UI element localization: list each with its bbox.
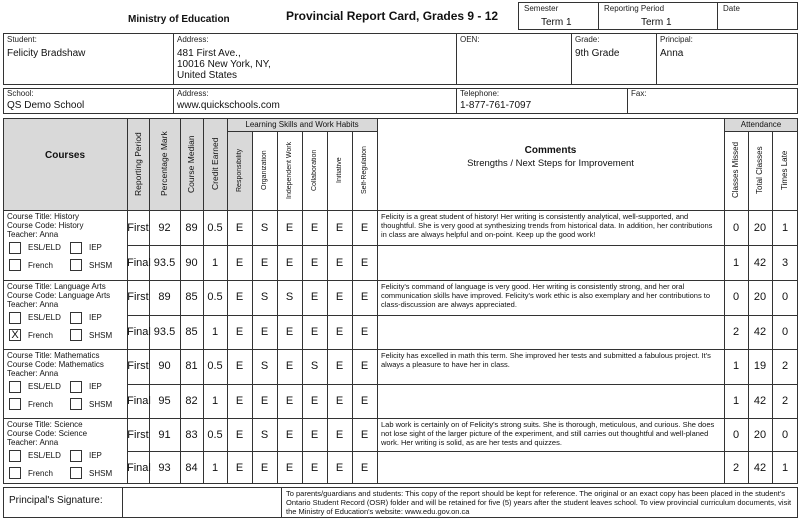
skill-cell: E (335, 461, 344, 474)
credit-cell: 0.5 (207, 428, 223, 441)
period-cell: First (127, 360, 149, 373)
median-cell: 82 (185, 394, 198, 407)
comment-text: Felicity's command of language is very good. Her writing is consistently strong, and her oral communication skills have improved. Felicity's work ethic is also exemplary and her contributions to class-discussion are always appreciated. (381, 282, 711, 309)
french-checkbox[interactable] (9, 398, 21, 410)
skill-cell: E (335, 360, 344, 373)
times-late-cell: 2 (781, 360, 789, 373)
skill-cell: E (335, 291, 344, 304)
median-cell: 84 (185, 461, 198, 474)
period-cell: Final (127, 394, 151, 407)
mark-cell: 93.5 (153, 325, 176, 338)
course-teacher: Teacher: Anna (7, 438, 59, 447)
skill-header-0: Responsibility (236, 148, 243, 192)
iep-label: IEP (89, 243, 102, 252)
total-classes-cell: 19 (753, 360, 767, 373)
skill-cell: E (285, 428, 294, 441)
course-code: Course Code: Language Arts (7, 291, 111, 300)
reporting-period-box (598, 2, 718, 30)
skill-cell: E (235, 394, 244, 407)
ministry-title: Ministry of Education (128, 14, 230, 25)
iep-label: IEP (89, 451, 102, 460)
esl-label: ESL/ELD (28, 382, 61, 391)
reporting-period-value: Term 1 (641, 17, 672, 28)
credit-earned-header: Credit Earned (210, 137, 220, 191)
esl-checkbox[interactable] (9, 381, 21, 393)
mark-cell: 91 (158, 428, 171, 441)
percentage-mark-header: Percentage Mark (159, 131, 169, 197)
mark-cell: 93 (158, 461, 171, 474)
iep-label: IEP (89, 382, 102, 391)
skill-cell: E (360, 360, 369, 373)
esl-label: ESL/ELD (28, 313, 61, 322)
shsm-label: SHSM (89, 400, 113, 409)
date-label: Date (723, 4, 740, 13)
credit-cell: 0.5 (207, 291, 223, 304)
credit-cell: 1 (211, 256, 219, 269)
shsm-label: SHSM (89, 261, 113, 270)
skill-cell: E (285, 461, 294, 474)
median-cell: 85 (185, 325, 198, 338)
shsm-checkbox[interactable] (70, 467, 82, 479)
skill-cell: E (335, 256, 344, 269)
skill-cell: E (260, 256, 269, 269)
semester-box (518, 2, 599, 30)
course-title: Course Title: Mathematics (7, 351, 100, 360)
reporting-period-label: Reporting Period (604, 4, 665, 13)
period-cell: First (127, 428, 149, 441)
esl-checkbox[interactable] (9, 242, 21, 254)
times-late-cell: 1 (781, 221, 789, 234)
student-address-label: Address: (177, 35, 209, 44)
times-late-cell: 3 (781, 256, 789, 269)
median-cell: 90 (185, 256, 198, 269)
skill-cell: E (360, 291, 369, 304)
classes-missed-cell: 0 (732, 291, 740, 304)
student-address-line1: 481 First Ave., (177, 48, 241, 59)
course-teacher: Teacher: Anna (7, 369, 59, 378)
skill-cell: E (235, 256, 244, 269)
french-checkbox[interactable] (9, 259, 21, 271)
course-teacher: Teacher: Anna (7, 230, 59, 239)
times-late-cell: 0 (781, 291, 789, 304)
period-cell: Final (127, 256, 151, 269)
esl-checkbox[interactable] (9, 312, 21, 324)
total-classes-cell: 42 (753, 325, 767, 338)
iep-checkbox[interactable] (70, 242, 82, 254)
french-label: French (28, 261, 53, 270)
attendance-col-1: Total Classes (755, 146, 764, 194)
times-late-cell: 2 (781, 394, 789, 407)
skill-cell: E (310, 394, 319, 407)
mark-cell: 92 (158, 221, 171, 234)
course-median-header: Course Median (186, 135, 196, 193)
principal-value: Anna (660, 48, 684, 59)
credit-cell: 0.5 (207, 360, 223, 373)
course-code: Course Code: History (7, 221, 84, 230)
mark-cell: 95 (158, 394, 171, 407)
school-name: QS Demo School (7, 100, 85, 111)
shsm-checkbox[interactable] (70, 259, 82, 271)
classes-missed-cell: 2 (732, 461, 740, 474)
skill-cell: E (235, 221, 244, 234)
times-late-cell: 0 (781, 428, 789, 441)
skill-cell: E (335, 394, 344, 407)
mark-cell: 90 (158, 360, 171, 373)
course-title: Course Title: Language Arts (7, 282, 106, 291)
shsm-checkbox[interactable] (70, 398, 82, 410)
skill-cell: E (260, 461, 269, 474)
credit-cell: 1 (211, 461, 219, 474)
iep-checkbox[interactable] (70, 312, 82, 324)
courses-header: Courses (44, 150, 85, 161)
course-teacher: Teacher: Anna (7, 300, 59, 309)
semester-value: Term 1 (541, 17, 572, 28)
attendance-col-0: Classes Missed (731, 142, 740, 199)
skill-cell: E (235, 291, 244, 304)
classes-missed-cell: 1 (732, 360, 740, 373)
footer-notice: To parents/guardians and students: This copy of the report should be kept for reference. The original or an exact copy has been placed in the student's Ontario Student Record (OSR) folder and will be retained for five (5) years after the student leaves school. To view provincial curriculum documents, visit the Ministry of Education's website: www.edu.gov.on.ca (286, 489, 792, 516)
student-name: Felicity Bradshaw (7, 48, 86, 59)
course-code: Course Code: Science (7, 429, 88, 438)
french-label: French (28, 331, 53, 340)
classes-missed-cell: 0 (732, 221, 740, 234)
total-classes-cell: 20 (753, 428, 767, 441)
skill-cell: E (360, 428, 369, 441)
iep-checkbox[interactable] (70, 450, 82, 462)
median-cell: 81 (185, 360, 198, 373)
student-address-line2: 10016 New York, NY, (177, 59, 271, 70)
skill-cell: S (260, 291, 269, 304)
skill-cell: E (335, 221, 344, 234)
attendance-col-2: Times Late (780, 150, 789, 190)
classes-missed-cell: 1 (732, 394, 740, 407)
skill-header-5: Self-Regulation (361, 146, 368, 194)
signature-label: Principal's Signature: (9, 495, 103, 506)
mark-cell: 89 (158, 291, 171, 304)
telephone-label: Telephone: (460, 89, 500, 98)
esl-label: ESL/ELD (28, 451, 61, 460)
oen-label: OEN: (460, 35, 480, 44)
course-code: Course Code: Mathematics (7, 360, 104, 369)
skill-header-4: Initiative (336, 157, 343, 183)
learning-skills-header: Learning Skills and Work Habits (245, 120, 359, 129)
skill-cell: E (335, 325, 344, 338)
report-title: Provincial Report Card, Grades 9 - 12 (286, 9, 499, 23)
skill-cell: E (360, 394, 369, 407)
credit-cell: 0.5 (207, 221, 223, 234)
comment-text: Felicity has excelled in math this term. She improved her tests and submitted a fabulous project. It's always a pleasure to have her in class. (381, 351, 711, 369)
skill-cell: E (285, 221, 294, 234)
times-late-cell: 1 (781, 461, 789, 474)
esl-checkbox[interactable] (9, 450, 21, 462)
skill-cell: E (360, 221, 369, 234)
grade-label: Grade: (575, 35, 600, 44)
skill-cell: E (285, 325, 294, 338)
skill-cell: E (260, 325, 269, 338)
credit-cell: 1 (211, 325, 219, 338)
skill-header-3: Collaboration (311, 149, 318, 191)
skill-cell: E (310, 256, 319, 269)
skill-cell: E (235, 428, 244, 441)
mark-cell: 93.5 (153, 256, 176, 269)
period-cell: First (127, 221, 149, 234)
telephone-value: 1-877-761-7097 (460, 100, 532, 111)
attendance-header: Attendance (740, 120, 782, 129)
esl-label: ESL/ELD (28, 243, 61, 252)
course-title: Course Title: Science (7, 420, 83, 429)
skill-cell: E (360, 461, 369, 474)
period-cell: Final (127, 461, 151, 474)
median-cell: 83 (185, 428, 198, 441)
skill-cell: S (285, 291, 294, 304)
skill-cell: E (310, 325, 319, 338)
skill-cell: E (310, 461, 319, 474)
classes-missed-cell: 1 (732, 256, 740, 269)
total-classes-cell: 42 (753, 394, 767, 407)
times-late-cell: 0 (781, 325, 789, 338)
french-checkbox[interactable] (9, 467, 21, 479)
course-title: Course Title: History (7, 212, 80, 221)
skill-cell: S (260, 428, 269, 441)
skill-cell: E (360, 256, 369, 269)
skill-cell: S (260, 360, 269, 373)
skill-cell: E (310, 428, 319, 441)
principal-label: Principal: (660, 35, 693, 44)
student-label: Student: (7, 35, 37, 44)
skill-cell: E (235, 325, 244, 338)
skill-header-2: Independent Work (286, 141, 293, 199)
median-cell: 89 (185, 221, 198, 234)
total-classes-cell: 20 (753, 221, 767, 234)
skill-cell: E (235, 461, 244, 474)
skill-cell: E (335, 428, 344, 441)
skill-header-1: Organization (261, 150, 268, 190)
median-cell: 85 (185, 291, 198, 304)
period-cell: Final (127, 325, 151, 338)
school-address-label: Address: (177, 89, 209, 98)
skill-cell: E (285, 256, 294, 269)
french-label: French (28, 469, 53, 478)
skill-cell: E (310, 291, 319, 304)
signature-field[interactable] (123, 488, 280, 517)
skill-cell: E (310, 221, 319, 234)
school-address: www.quickschools.com (177, 100, 280, 111)
classes-missed-cell: 2 (732, 325, 740, 338)
semester-label: Semester (524, 4, 559, 13)
fax-label: Fax: (631, 89, 647, 98)
iep-checkbox[interactable] (70, 381, 82, 393)
student-address-line3: United States (177, 70, 238, 81)
skill-cell: E (285, 360, 294, 373)
shsm-checkbox[interactable] (70, 329, 82, 341)
comment-text: Lab work is certainly on of Felicity's strong suits. She is thorough, meticulous, and curious. She does not lose sight of the larger picture of the experiment, and still carries out thoughtful and well-planed work. Her writing is solid, as are her tests and quizzes. (381, 420, 715, 447)
skill-cell: E (360, 325, 369, 338)
skill-cell: S (260, 221, 269, 234)
french-checkbox[interactable]: X (9, 329, 21, 341)
school-info-row (3, 88, 798, 114)
french-label: French (28, 400, 53, 409)
total-classes-cell: 20 (753, 291, 767, 304)
iep-label: IEP (89, 313, 102, 322)
skill-cell: S (310, 360, 319, 373)
classes-missed-cell: 0 (732, 428, 740, 441)
shsm-label: SHSM (89, 469, 113, 478)
skill-cell: E (285, 394, 294, 407)
skill-cell: E (235, 360, 244, 373)
comment-text: Felicity is a great student of history! Her writing is consistently analytical, well-supported, and thoughtful. She is very good at synthesizing trends from historical data. In addition, her contributions in class are always helpful and on-point. Keep up the good work! (381, 212, 713, 239)
reporting-period-header: Reporting Period (133, 132, 143, 196)
comments-subheader: Strengths / Next Steps for Improvement (467, 158, 634, 169)
total-classes-cell: 42 (753, 461, 767, 474)
skill-cell: E (260, 394, 269, 407)
date-box (717, 2, 798, 30)
period-cell: First (127, 291, 149, 304)
comments-header: Comments (524, 145, 577, 156)
credit-cell: 1 (211, 394, 219, 407)
total-classes-cell: 42 (753, 256, 767, 269)
school-label: School: (7, 89, 34, 98)
shsm-label: SHSM (89, 331, 113, 340)
grade-value: 9th Grade (575, 48, 620, 59)
